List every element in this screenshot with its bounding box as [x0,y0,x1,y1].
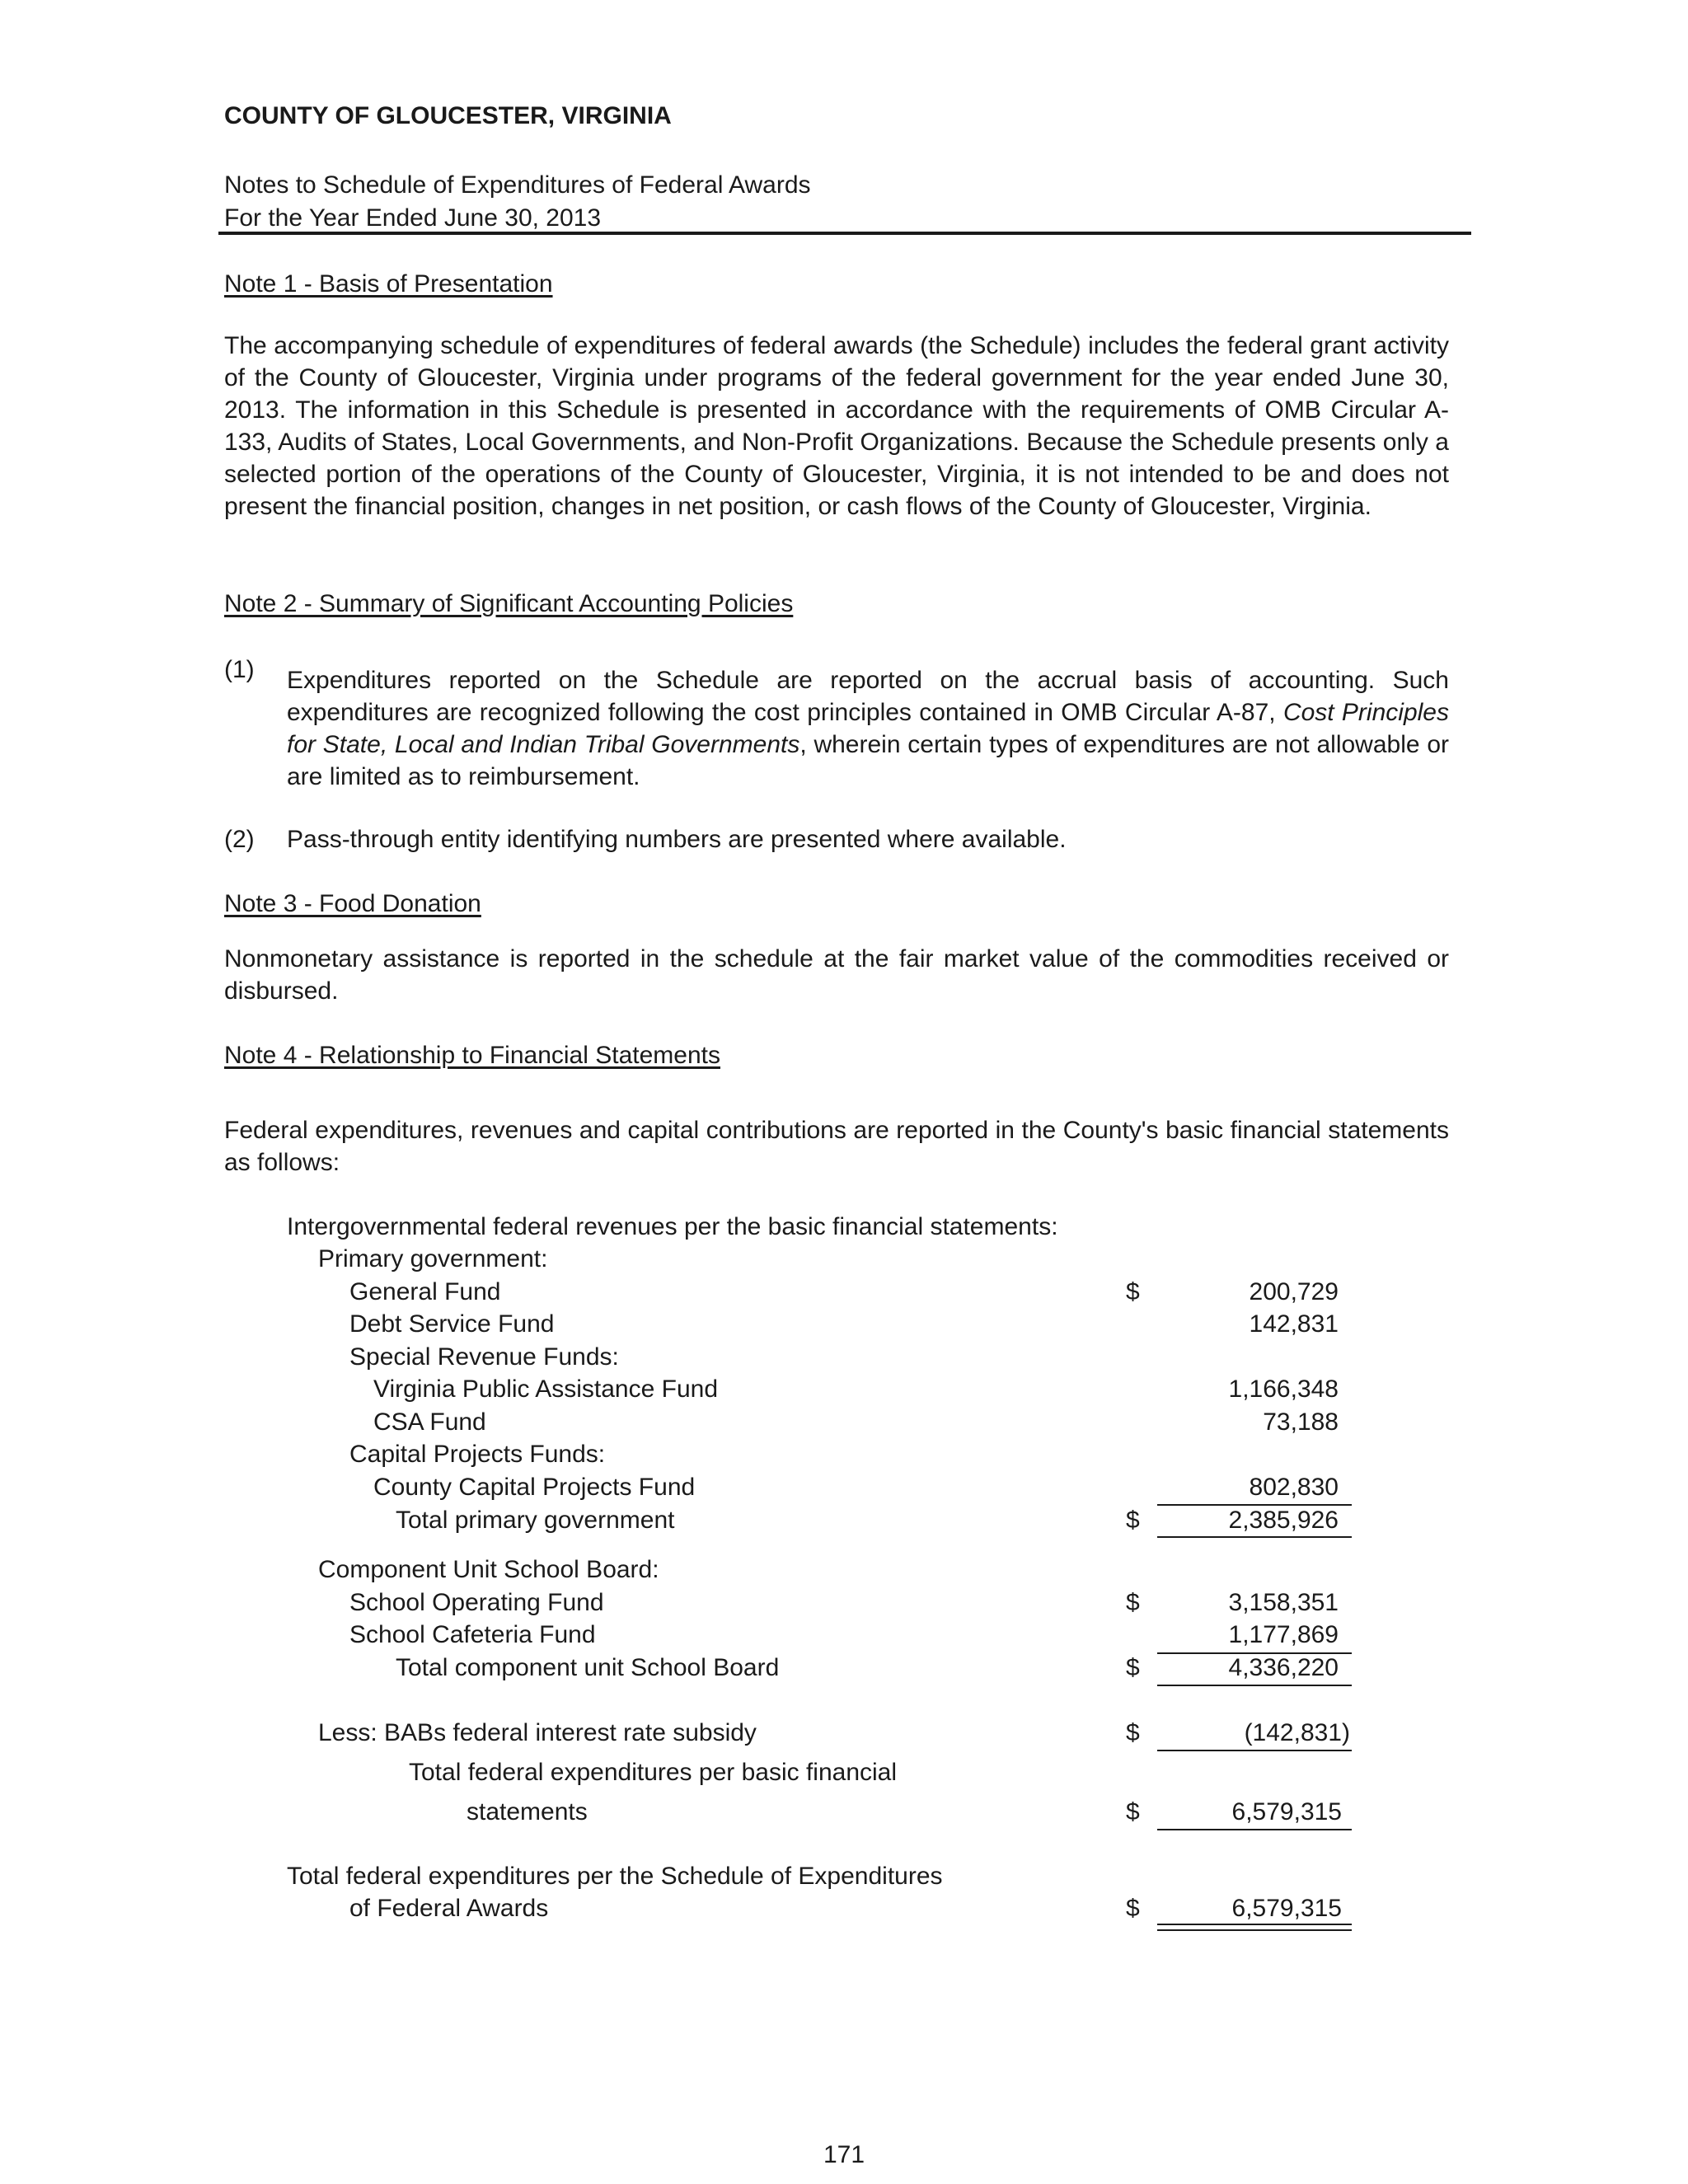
total-primary-dollar: $ [1126,1507,1140,1534]
less-babs-underline [1157,1750,1352,1751]
special-revenue-row [0,1343,1688,1376]
document-title: COUNTY OF GLOUCESTER, VIRGINIA [224,102,672,129]
total-sefa-row [0,1895,1688,1928]
primary-label: Primary government: [318,1245,548,1272]
note2-item1-number: (1) [224,656,255,683]
county-capital-row [0,1474,1688,1507]
note1-text: The accompanying schedule of expenditures of federal awards (the Schedule) includes the federal grant activity of the County of Gloucester, Virginia under programs of the federal government for the year ended June 30, 2013. The information in this Schedule is presented in accordance with the requirements of OMB Circular A-133, Audits of States, Local Governments, and Non-Profit Organizations. Because the Schedule presents only a selected portion of the operations of the County of Gloucester, Virginia, it is not intended to be and does not present the financial position, changes in net position, or cash flows of the County of Gloucester, Virginia. [224,332,1449,520]
total-component-label: Total component unit School Board [396,1654,780,1681]
total-component-amount: 4,336,220 [1228,1654,1339,1681]
vpa-fund-label: Virginia Public Assistance Fund [373,1376,719,1403]
note3-heading: Note 3 - Food Donation [224,890,481,917]
intergov-label: Intergovernmental federal revenues per the basic financial statements: [287,1213,1058,1240]
note3-text: Nonmonetary assistance is reported in the schedule at the fair market value of the commodities received or disbursed. [224,945,1449,1005]
total-sefa-double-underline [1157,1924,1352,1931]
debt-service-row [0,1310,1688,1343]
schedule-primary-row [0,1245,1688,1278]
total-sefa-amount: 6,579,315 [1231,1895,1342,1922]
less-babs-label: Less: BABs federal interest rate subsidy [318,1719,757,1746]
capital-projects-row [0,1441,1688,1474]
total-primary-underline [1157,1536,1352,1538]
school-cafeteria-label: School Cafeteria Fund [349,1621,596,1648]
note1-heading: Note 1 - Basis of Presentation [224,270,553,298]
component-unit-row [0,1556,1688,1589]
total-component-row [0,1654,1688,1687]
total-fed-basic-line1-row [0,1759,1688,1792]
header-rule [218,232,1471,235]
note4-intro: Federal expenditures, revenues and capital contributions are reported in the County's basic financial statements as follows: [224,1117,1449,1176]
note2-heading: Note 2 - Summary of Significant Accounting Policies [224,590,794,617]
note2-item1-text-a: Expenditures reported on the Schedule are reported on the accrual basis of accounting. Such expenditures are recognized following the cost principles contained in OMB Circular A-87, [287,667,1449,726]
schedule-intergov-row [0,1213,1688,1246]
school-cafeteria-row [0,1621,1688,1654]
debt-service-label: Debt Service Fund [349,1310,555,1338]
csa-fund-label: CSA Fund [373,1408,486,1436]
total-fed-basic-row [0,1798,1688,1831]
total-component-dollar: $ [1126,1654,1140,1681]
total-fed-basic-underline [1157,1829,1352,1830]
vpa-fund-amount: 1,166,348 [1228,1376,1339,1403]
total-sefa-line1: Total federal expenditures per the Schedule of Expenditures [287,1863,943,1890]
less-babs-dollar: $ [1126,1719,1140,1746]
document-period: For the Year Ended June 30, 2013 [224,204,602,232]
school-operating-amount: 3,158,351 [1228,1589,1339,1616]
component-unit-label: Component Unit School Board: [318,1556,659,1583]
note2-item2-number: (2) [224,826,255,853]
total-sefa-dollar: $ [1126,1895,1140,1922]
note2-item1-text [287,664,1449,793]
school-operating-label: School Operating Fund [349,1589,604,1616]
page-number: 171 [823,2141,865,2168]
county-capital-underline [1157,1504,1352,1506]
total-fed-basic-dollar: $ [1126,1798,1140,1825]
note2-item2-text: Pass-through entity identifying numbers are presented where available. [287,826,1067,853]
vpa-fund-row [0,1376,1688,1408]
total-fed-basic-amount: 6,579,315 [1231,1798,1342,1825]
csa-fund-amount: 73,188 [1263,1408,1339,1436]
county-capital-label: County Capital Projects Fund [373,1474,696,1501]
county-capital-amount: 802,830 [1249,1474,1339,1501]
total-component-underline [1157,1685,1352,1686]
school-operating-dollar: $ [1126,1589,1140,1616]
less-babs-row [0,1719,1688,1752]
csa-fund-row [0,1408,1688,1441]
general-fund-label: General Fund [349,1278,501,1305]
debt-service-amount: 142,831 [1249,1310,1339,1338]
school-cafeteria-amount: 1,177,869 [1228,1621,1339,1648]
total-primary-amount: 2,385,926 [1228,1507,1339,1534]
special-revenue-label: Special Revenue Funds: [349,1343,619,1371]
school-operating-row [0,1589,1688,1622]
note2-item1-text-b: , wherein certain types of expenditures are not allowable or are limited as to reimbursement. [287,731,1450,790]
general-fund-amount: 200,729 [1249,1278,1339,1305]
general-fund-dollar: $ [1126,1278,1140,1305]
total-fed-basic-line1: Total federal expenditures per basic financial [409,1759,898,1786]
total-fed-basic-line2: statements [467,1798,588,1825]
total-sefa-line2: of Federal Awards [349,1895,549,1922]
document-subtitle: Notes to Schedule of Expenditures of Federal Awards [224,171,811,199]
total-primary-label: Total primary government [396,1507,675,1534]
total-primary-row [0,1507,1688,1540]
capital-projects-label: Capital Projects Funds: [349,1441,606,1468]
note4-heading: Note 4 - Relationship to Financial Statements [224,1042,720,1069]
note2-item1-italic: Cost Principles for State, Local and Indian Tribal Governments [287,699,1449,758]
general-fund-row [0,1278,1688,1311]
total-sefa-line1-row [0,1863,1688,1896]
less-babs-amount: (142,831) [1244,1719,1350,1746]
